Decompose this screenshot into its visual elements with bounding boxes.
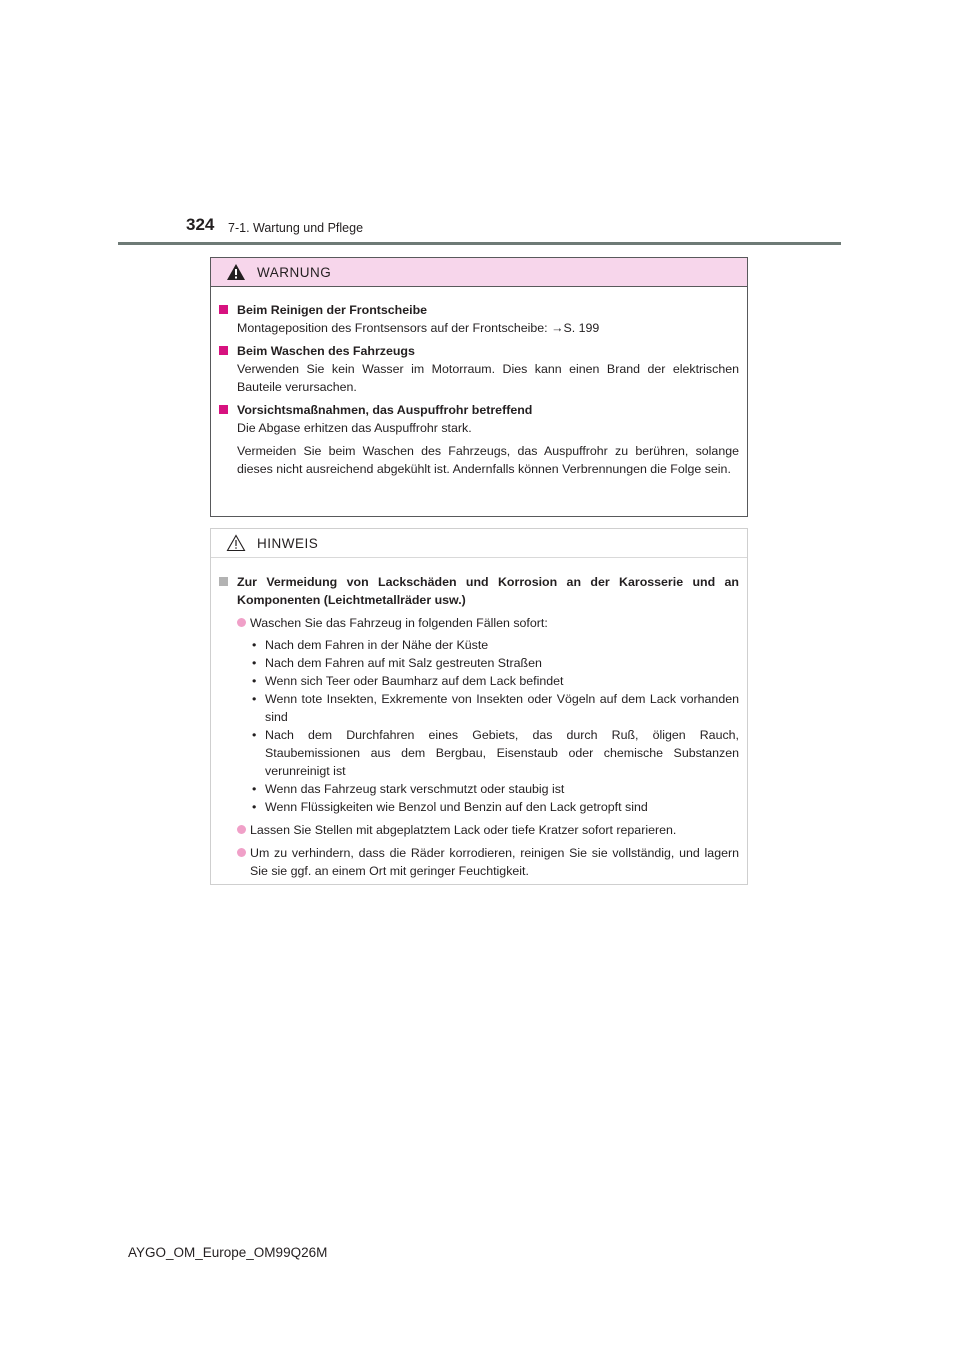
list-item: • Wenn Flüssigkeiten wie Benzol und Benzin auf den Lack getropft sind <box>250 798 739 816</box>
notice-box <box>210 528 748 885</box>
warning-item-title: Beim Waschen des Fahrzeugs <box>219 342 739 360</box>
notice-label: HINWEIS <box>257 536 319 551</box>
page-number: 324 <box>186 215 215 234</box>
notice-body <box>211 558 747 880</box>
notice-header <box>211 529 747 558</box>
section-title: 7-1. Wartung und Pflege <box>228 221 364 235</box>
notice-point: Lassen Sie Stellen mit abgeplatztem Lack oder tiefe Kratzer sofort reparieren. <box>219 821 739 839</box>
notice-title: Zur Vermeidung von Lackschäden und Korrosion an der Karosserie und an Komponenten (Leichtmetallräder usw.) <box>219 573 739 609</box>
warning-item-text: Die Abgase erhitzen das Auspuffrohr stark. <box>237 421 472 435</box>
document-code: AYGO_OM_Europe_OM99Q26M <box>128 1245 328 1260</box>
warning-item-text: Verwenden Sie kein Wasser im Motorraum. Dies kann einen Brand der elektrischen Bauteile verursachen. <box>237 362 739 394</box>
warning-item-title: Vorsichtsmaßnahmen, das Auspuffrohr betreffend <box>219 401 739 419</box>
warning-item-text: Vermeiden Sie beim Waschen des Fahrzeugs, das Auspuffrohr zu berühren, solange dieses nicht ausreichend abgekühlt ist. Andernfalls können Verbrennungen die Folge sein. <box>237 444 739 476</box>
list-item: • Wenn tote Insekten, Exkremente von Insekten oder Vögeln auf dem Lack vorhanden sind <box>250 690 739 726</box>
notice-triangle-icon <box>226 534 246 552</box>
notice-point: Waschen Sie das Fahrzeug in folgenden Fällen sofort: <box>219 614 739 632</box>
notice-point: Um zu verhindern, dass die Räder korrodieren, reinigen Sie sie vollständig, und lagern Sie sie ggf. an einem Ort mit geringer Feuchtigkeit. <box>219 844 739 880</box>
header-rule <box>118 242 841 245</box>
warning-triangle-icon <box>226 263 246 281</box>
warning-header <box>211 258 747 287</box>
warning-label: WARNUNG <box>257 265 332 280</box>
warning-body <box>211 287 747 478</box>
notice-bullet-list <box>219 636 739 816</box>
list-item: • Wenn das Fahrzeug stark verschmutzt oder staubig ist <box>250 780 739 798</box>
list-item: • Nach dem Fahren auf mit Salz gestreuten Straßen <box>250 654 739 672</box>
warning-item-text: Montageposition des Frontsensors auf der Frontscheibe: →S. 199 <box>237 321 600 335</box>
warning-item-title: Beim Reinigen der Frontscheibe <box>219 301 739 319</box>
list-item: • Wenn sich Teer oder Baumharz auf dem Lack befindet <box>250 672 739 690</box>
list-item: • Nach dem Durchfahren eines Gebiets, das durch Ruß, öligen Rauch, Staubemissionen aus dem Bergbau, Eisenstaub oder chemische Substanzen verunreinigt ist <box>250 726 739 780</box>
warning-box <box>210 257 748 517</box>
list-item: • Nach dem Fahren in der Nähe der Küste <box>250 636 739 654</box>
